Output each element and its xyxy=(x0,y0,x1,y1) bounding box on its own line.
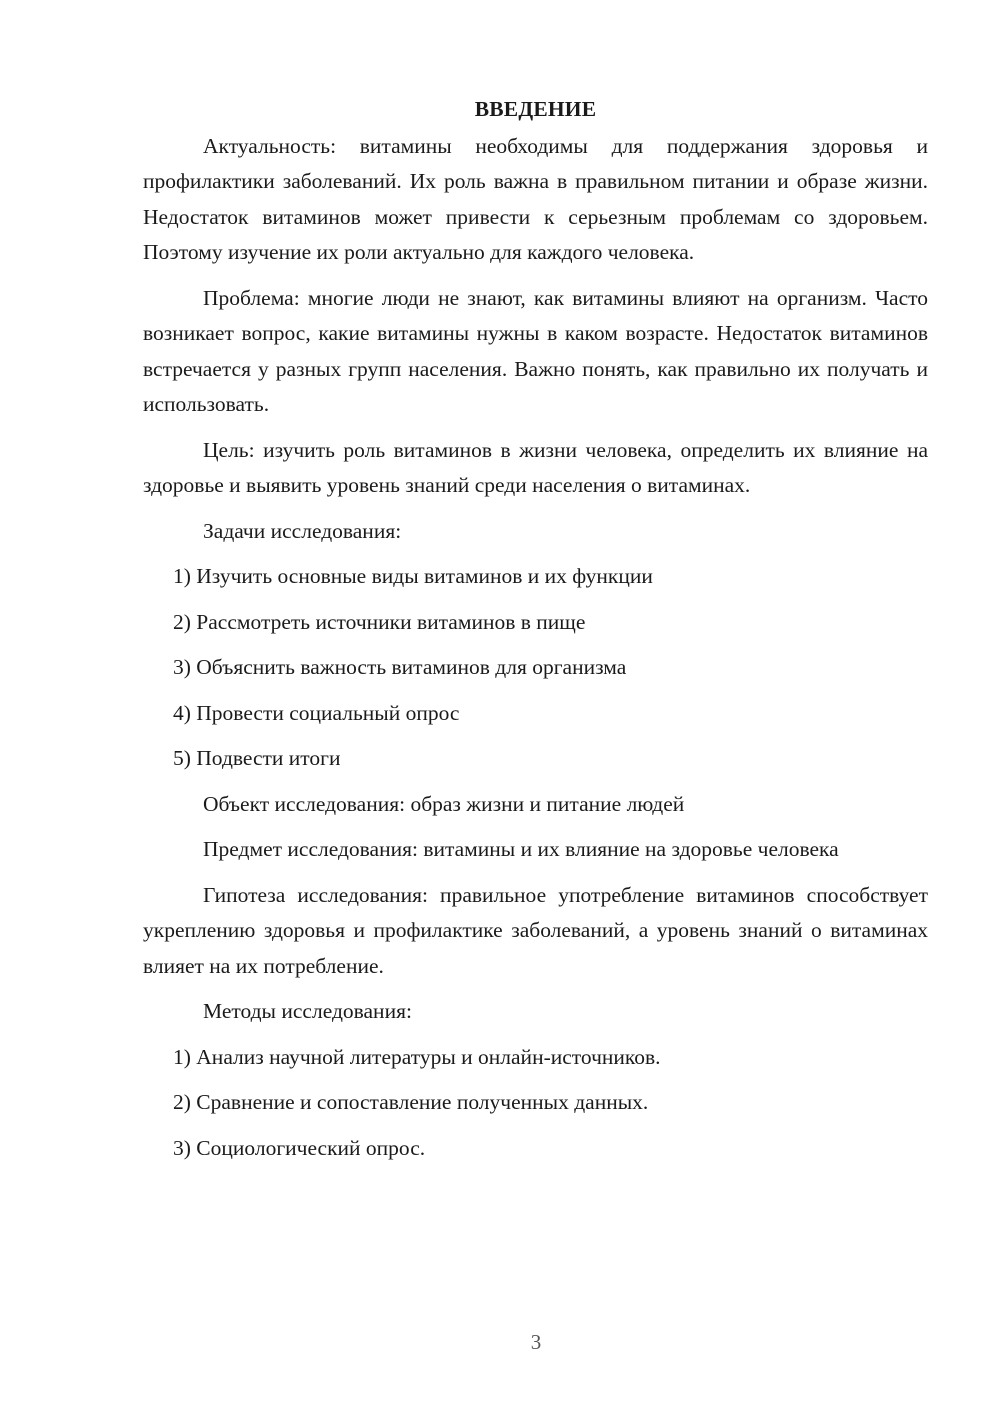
methods-heading: Методы исследования: xyxy=(203,999,412,1023)
task-item: 5) Подвести итоги xyxy=(173,746,341,770)
problem-paragraph: Проблема: многие люди не знают, как витамины влияют на организм. Часто возникает вопрос, какие витамины нужны в каком возрасте. Недостаток витаминов встречается у разных групп населения. Важно понять, как правильно их получать и использовать. xyxy=(143,285,928,416)
document-page xyxy=(143,92,928,1176)
task-item: 3) Объяснить важность витаминов для организма xyxy=(173,655,627,679)
page-number: 3 xyxy=(530,1330,542,1354)
tasks-heading: Задачи исследования: xyxy=(203,518,402,543)
hypothesis-paragraph: Гипотеза исследования: правильное употребление витаминов способствует укреплению здоровья и профилактике заболеваний, а уровень знаний о витаминах влияет на их потребление. xyxy=(143,882,928,978)
method-item: 3) Социологический опрос. xyxy=(173,1135,426,1160)
section-title: ВВЕДЕНИЕ xyxy=(474,97,597,121)
object-paragraph: Объект исследования: образ жизни и питание людей xyxy=(203,791,685,816)
task-item: 2) Рассмотреть источники витаминов в пище xyxy=(173,609,586,634)
task-item: 1) Изучить основные виды витаминов и их функции xyxy=(173,564,653,588)
relevance-paragraph: Актуальность: витамины необходимы для поддержания здоровья и профилактики заболеваний. Их роль важна в правильном питании и образе жизни. Недостаток витаминов может привести к серьезным проблемам со здоровьем. Поэтому изучение их роли актуально для каждого человека. xyxy=(143,133,928,264)
subject-paragraph: Предмет исследования: витамины и их влияние на здоровье человека xyxy=(203,837,839,861)
method-item: 1) Анализ научной литературы и онлайн-источников. xyxy=(173,1044,661,1069)
method-item: 2) Сравнение и сопоставление полученных данных. xyxy=(173,1090,649,1114)
task-item: 4) Провести социальный опрос xyxy=(173,700,460,725)
goal-paragraph: Цель: изучить роль витаминов в жизни человека, определить их влияние на здоровье и выявить уровень знаний среди населения о витаминах. xyxy=(143,437,928,497)
